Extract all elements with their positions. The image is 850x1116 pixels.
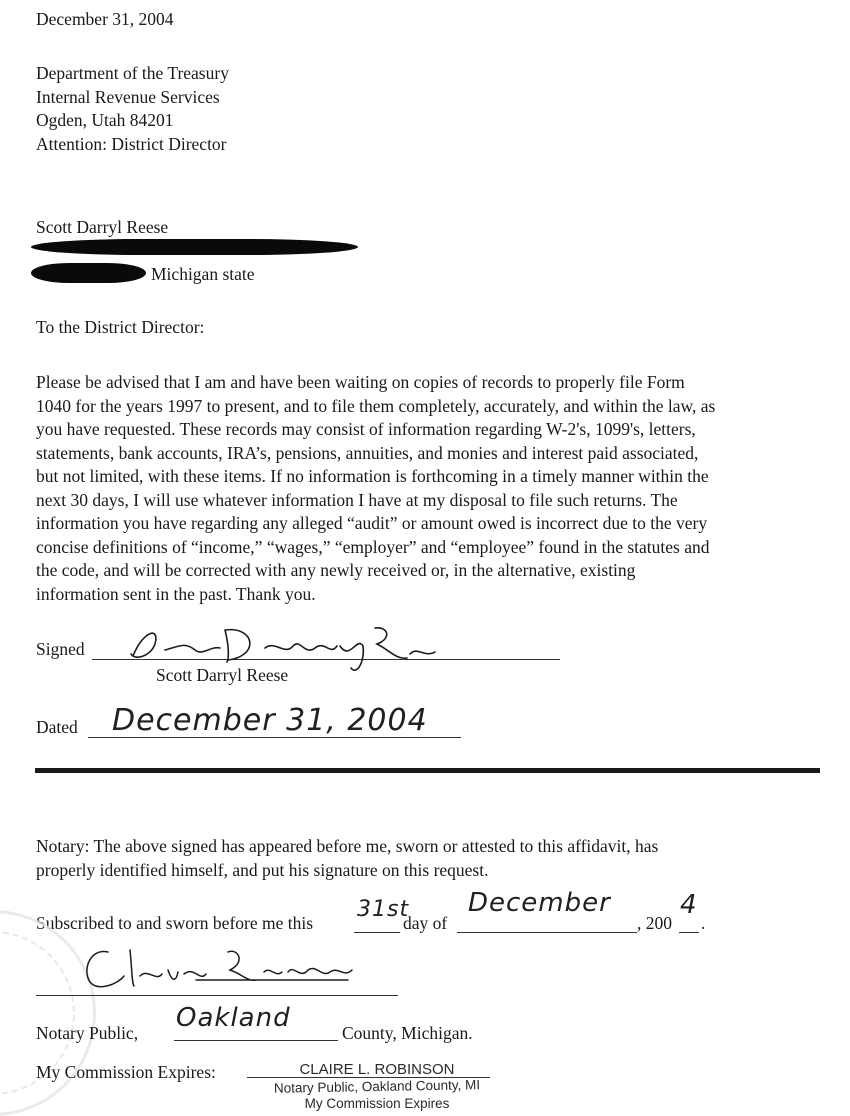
signer-printed-name: Scott Darryl Reese <box>156 665 289 685</box>
handwritten-year: 4 <box>680 890 698 920</box>
year-line <box>679 932 699 933</box>
handwritten-county: Oakland <box>176 1003 291 1033</box>
county-suffix: County, Michigan. <box>342 1023 473 1043</box>
notary-signature-line <box>36 995 398 996</box>
stamp-line: CLAIRE L. ROBINSON <box>299 1061 455 1078</box>
body-line: information sent in the past. Thank you. <box>36 583 316 604</box>
body-line: information you have regarding any alleged “audit” or amount owed is incorrect due to the very <box>36 513 708 533</box>
section-divider <box>35 768 820 773</box>
dated-label: Dated <box>36 717 78 737</box>
handwritten-day: 31st <box>357 897 410 922</box>
recipient-address <box>36 62 229 156</box>
letter-date: December 31, 2004 <box>36 9 174 29</box>
sender-state: Michigan state <box>151 264 255 284</box>
salutation: To the District Director: <box>36 317 205 337</box>
notary-signature <box>78 940 368 998</box>
signed-label: Signed <box>36 639 85 659</box>
notary-public-label: Notary Public, <box>36 1023 139 1043</box>
sender-name: Scott Darryl Reese <box>36 217 169 237</box>
recipient-line: Internal Revenue Services <box>36 86 220 107</box>
notary-stamp <box>262 1061 492 1112</box>
body-line: but not limited, with these items. If no information is forthcoming in a timely manner within the <box>36 466 709 486</box>
day-of-label: day of <box>403 913 448 933</box>
notary-statement-line: properly identified himself, and put his signature on this request. <box>36 860 489 880</box>
county-line <box>174 1040 338 1041</box>
body-line: 1040 for the years 1997 to present, and to file them completely, accurately, and within the law, as <box>36 395 716 416</box>
stamp-line: Notary Public, Oakland County, MI <box>273 1077 481 1096</box>
year-suffix: . <box>701 913 706 933</box>
commission-label: My Commission Expires: <box>36 1062 216 1082</box>
day-line <box>354 932 400 933</box>
redaction-bar <box>31 263 146 283</box>
recipient-line: Attention: District Director <box>36 133 227 154</box>
body-line: concise definitions of “income,” “wages,” “employer” and “employee” found in the statutes and <box>36 536 710 557</box>
recipient-line: Ogden, Utah 84201 <box>36 110 174 130</box>
redaction-bar <box>31 239 358 255</box>
body-line: Please be advised that I am and have been waiting on copies of records to properly file Form <box>36 372 685 392</box>
body-line: next 30 days, I will use whatever information I have at my disposal to file such returns. The <box>36 489 678 510</box>
month-line <box>457 932 637 933</box>
notary-statement-line: Notary: The above signed has appeared before me, sworn or attested to this affidavit, has <box>36 836 659 856</box>
stamp-line: My Commission Expires <box>304 1096 450 1111</box>
subscribed-prefix: Subscribed to and sworn before me this <box>36 913 314 933</box>
letter-body <box>36 371 836 606</box>
body-line: statements, bank accounts, IRA’s, pensions, annuities, and monies and interest paid associated, <box>36 442 699 463</box>
body-line: the code, and will be corrected with any newly received or, in the alternative, existing <box>36 560 636 580</box>
recipient-line: Department of the Treasury <box>36 63 229 83</box>
handwritten-date: December 31, 2004 <box>112 703 428 738</box>
body-line: you have requested. These records may consist of information regarding W-2's, 1099's, letters, <box>36 419 696 439</box>
year-prefix: , 200 <box>637 913 672 933</box>
handwritten-month: December <box>468 888 611 918</box>
